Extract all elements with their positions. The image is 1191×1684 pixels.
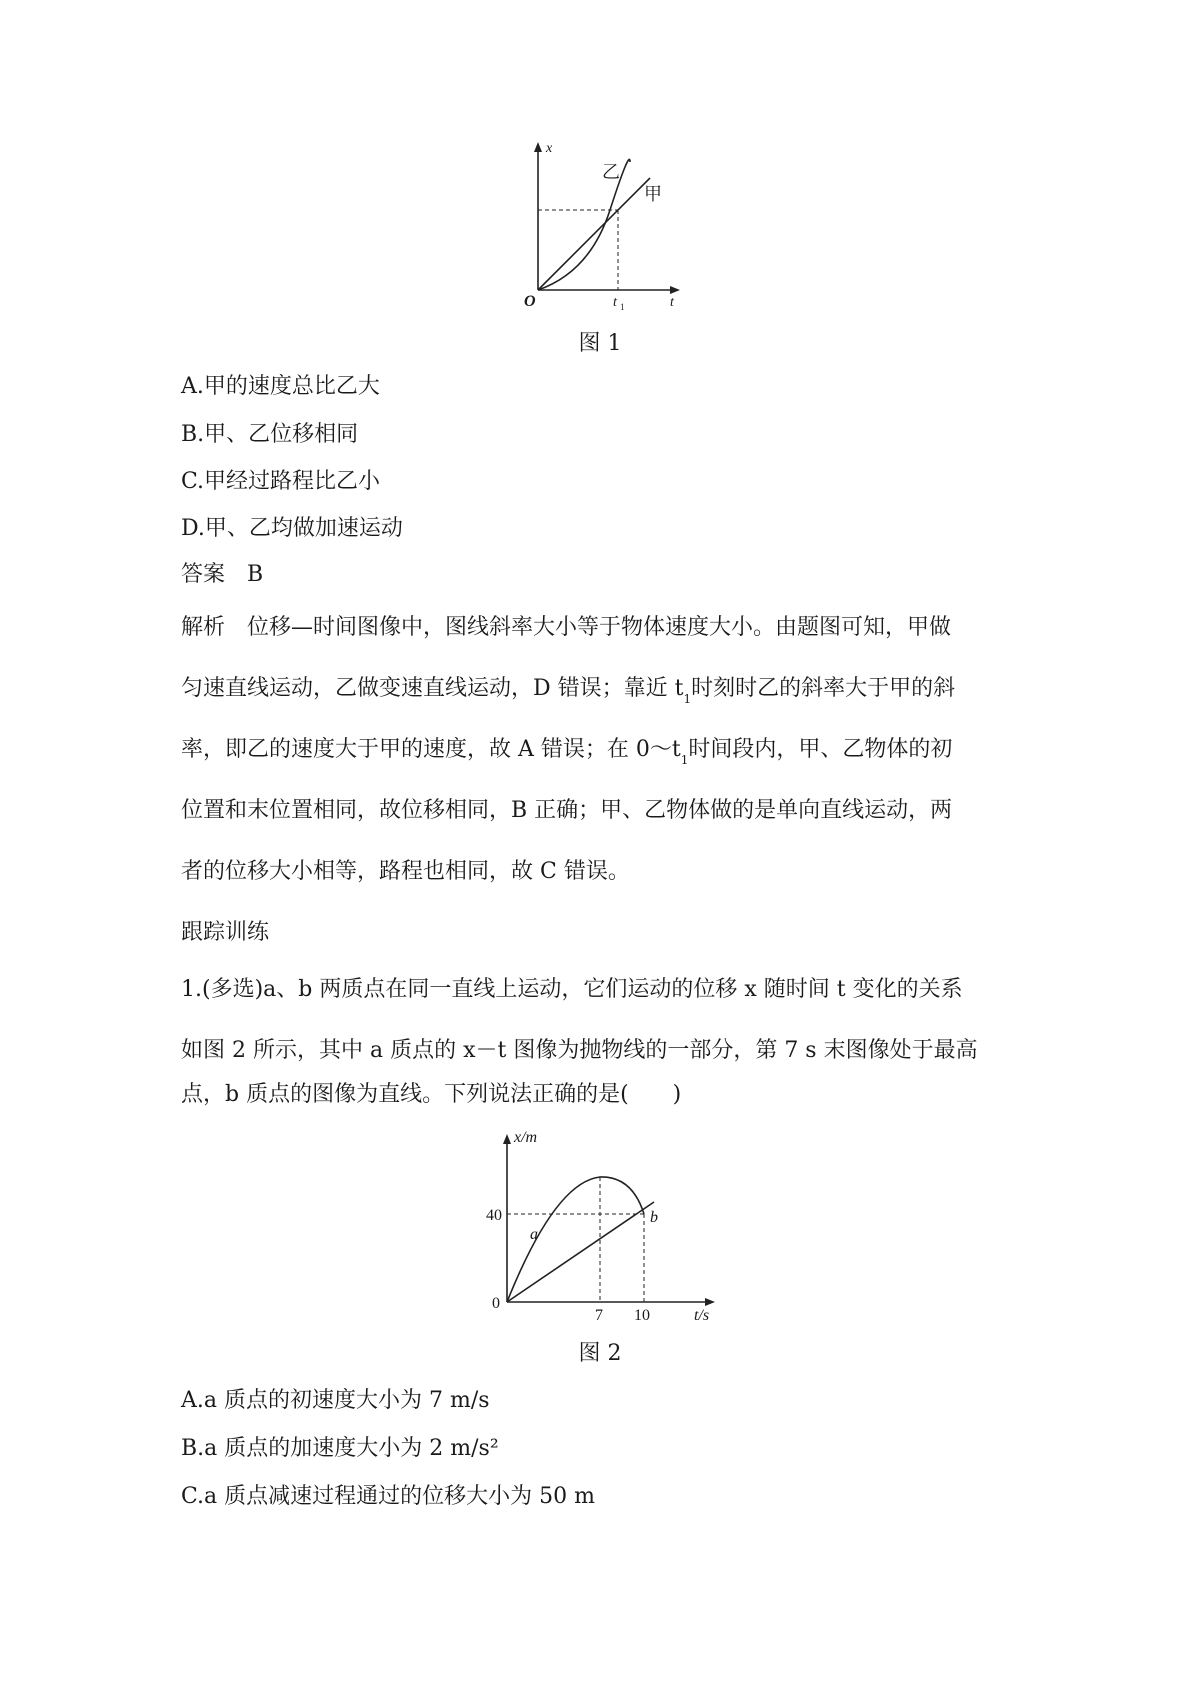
- figure-2-t-label: t/s: [694, 1307, 710, 1320]
- analysis-line-4: 位置和末位置相同，故位移相同，B 正确；甲、乙物体做的是单向直线运动，两: [181, 798, 953, 823]
- figure-2-tick-10: 10: [634, 1307, 650, 1320]
- q2-option-a: A.a 质点的初速度大小为 7 m/s: [181, 1388, 490, 1413]
- figure-2-x-label: x/m: [514, 1129, 538, 1146]
- curve-a: [507, 1177, 644, 1302]
- figure-1-caption: 图 1: [578, 331, 622, 356]
- q1-option-d: D.甲、乙均做加速运动: [181, 516, 403, 541]
- q2-stem-3: 点，b 质点的图像为直线。下列说法正确的是( ): [181, 1082, 682, 1107]
- analysis-label: 解析: [181, 615, 226, 640]
- analysis-line-5: 者的位移大小相等，路程也相同，故 C 错误。: [181, 859, 630, 884]
- q2-stem-2: 如图 2 所示，其中 a 质点的 x－t 图像为抛物线的一部分，第 7 s 末图像处于最高: [181, 1038, 978, 1063]
- figure-2-graph: [482, 1124, 722, 1320]
- figure-1-t1-label: t: [613, 295, 617, 310]
- analysis-text-1: 位移—时间图像中，图线斜率大小等于物体速度大小。由题图可知，甲做: [247, 615, 952, 640]
- figure-2-x-arrow: [503, 1134, 511, 1144]
- figure-1-t1-sub: 1: [620, 302, 625, 312]
- q1-option-b: B.甲、乙位移相同: [181, 422, 359, 447]
- label-a: a: [530, 1226, 538, 1243]
- figure-2-t-arrow: [705, 1298, 715, 1306]
- analysis-text-3a: 率，即乙的速度大于甲的速度，故 A 错误；在 0～t: [181, 737, 681, 762]
- label-yi: 乙: [602, 162, 620, 182]
- figure-1-graph: [520, 140, 700, 315]
- figure-1-x-arrow: [534, 142, 542, 152]
- figure-2-tick-40: 40: [486, 1207, 502, 1224]
- q2-stem-1: 1.(多选)a、b 两质点在同一直线上运动，它们运动的位移 x 随时间 t 变化的关系: [181, 977, 963, 1002]
- figure-1-t-label: t: [670, 295, 674, 310]
- figure-1-origin: O: [524, 293, 536, 310]
- q2-option-c: C.a 质点减速过程通过的位移大小为 50 m: [181, 1484, 595, 1509]
- line-jia: [538, 178, 650, 290]
- figure-2: [482, 1124, 722, 1320]
- q1-option-c: C.甲经过路程比乙小: [181, 469, 381, 494]
- figure-2-caption: 图 2: [578, 1341, 622, 1366]
- analysis-sub-3: 1: [680, 753, 689, 767]
- q2-option-b: B.a 质点的加速度大小为 2 m/s²: [181, 1436, 499, 1461]
- q1-option-a: A.甲的速度总比乙大: [181, 374, 380, 399]
- figure-2-tick-7: 7: [595, 1307, 603, 1320]
- analysis-line-2: [181, 674, 955, 706]
- figure-1-t-arrow: [670, 286, 680, 294]
- figure-1: [520, 140, 700, 315]
- analysis-line-3: [181, 735, 952, 767]
- figure-1-x-label: x: [546, 141, 553, 156]
- q1-answer: 答案 B: [181, 562, 264, 587]
- analysis-line-1: [181, 613, 951, 643]
- analysis-text-2b: 时刻时乙的斜率大于甲的斜: [691, 676, 956, 701]
- section-title: 跟踪训练: [181, 920, 270, 945]
- figure-2-origin: 0: [492, 1295, 500, 1312]
- analysis-text-2a: 匀速直线运动，乙做变速直线运动，D 错误；靠近 t: [181, 676, 684, 701]
- analysis-sub-2: 1: [683, 692, 692, 706]
- label-jia: 甲: [644, 184, 662, 204]
- analysis-text-3b: 时间段内，甲、乙物体的初: [688, 737, 953, 762]
- label-b: b: [650, 1209, 658, 1226]
